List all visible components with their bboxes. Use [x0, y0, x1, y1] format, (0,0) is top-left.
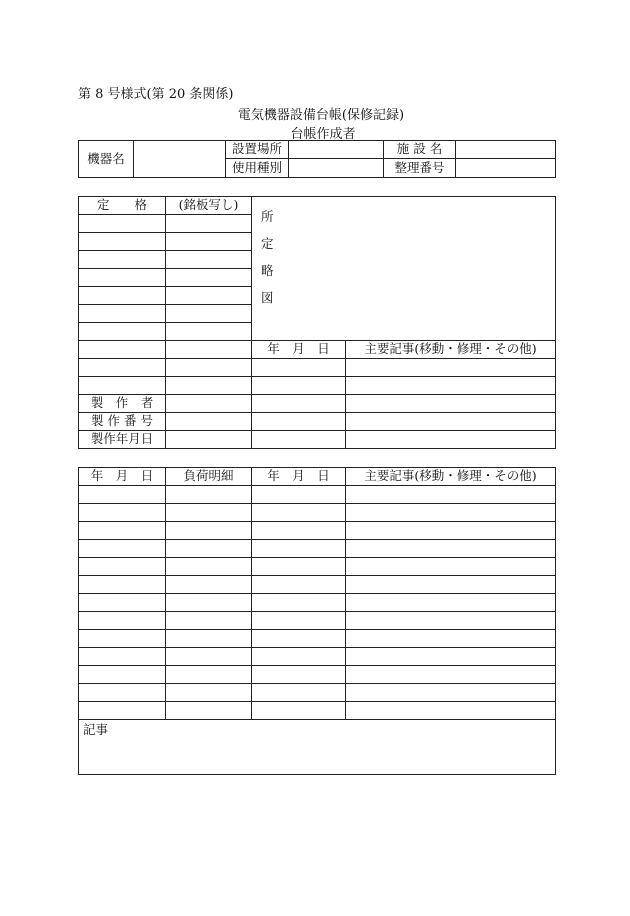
table-cell[interactable]	[346, 558, 556, 576]
table-cell[interactable]	[79, 666, 166, 684]
nameplate-cell[interactable]	[166, 377, 252, 395]
nameplate-cell[interactable]	[166, 359, 252, 377]
table-cell[interactable]	[79, 594, 166, 612]
document-title: 電気機器設備台帳(保修記録)	[237, 108, 405, 123]
serial-number-label: 製 作 番 号	[79, 413, 166, 431]
table-cell[interactable]	[166, 702, 252, 720]
load-detail-header: 負荷明細	[166, 468, 252, 486]
usage-type-label: 使用種別	[226, 159, 289, 178]
sketch-area[interactable]	[252, 197, 556, 341]
notes-cell[interactable]	[346, 395, 556, 413]
date-cell[interactable]	[252, 431, 346, 449]
manufacture-date-field[interactable]	[166, 431, 252, 449]
table-cell[interactable]	[79, 702, 166, 720]
rating-cell[interactable]	[79, 269, 166, 287]
install-location-field[interactable]	[289, 141, 384, 159]
sketch-label-char: 図	[261, 290, 274, 305]
date-header-2: 年 月 日	[252, 468, 346, 486]
table-cell[interactable]	[79, 648, 166, 666]
nameplate-cell[interactable]	[166, 287, 252, 305]
table-cell[interactable]	[252, 522, 346, 540]
date-cell[interactable]	[252, 359, 346, 377]
table-cell[interactable]	[346, 540, 556, 558]
facility-name-label: 施 設 名	[384, 141, 456, 159]
table-cell[interactable]	[346, 630, 556, 648]
table-cell[interactable]	[166, 558, 252, 576]
main-notes-header: 主要記事(移動・修理・その他)	[346, 468, 556, 486]
table-cell[interactable]	[79, 576, 166, 594]
notes-cell[interactable]	[346, 377, 556, 395]
rating-cell[interactable]	[79, 377, 166, 395]
table-cell[interactable]	[252, 486, 346, 504]
date-cell[interactable]	[252, 413, 346, 431]
remarks-label: 記事	[83, 722, 109, 737]
nameplate-cell[interactable]	[166, 233, 252, 251]
table-cell[interactable]	[346, 648, 556, 666]
control-number-field[interactable]	[456, 159, 556, 178]
table-cell[interactable]	[252, 540, 346, 558]
table-cell[interactable]	[166, 648, 252, 666]
table-cell[interactable]	[252, 648, 346, 666]
table-cell[interactable]	[166, 504, 252, 522]
table-cell[interactable]	[252, 576, 346, 594]
table-cell[interactable]	[346, 594, 556, 612]
table-cell[interactable]	[252, 630, 346, 648]
table-cell[interactable]	[252, 504, 346, 522]
serial-number-field[interactable]	[166, 413, 252, 431]
table-cell[interactable]	[252, 558, 346, 576]
control-number-label: 整理番号	[384, 159, 456, 178]
table-cell[interactable]	[346, 576, 556, 594]
sketch-label-char: 定	[261, 236, 274, 251]
date-cell[interactable]	[252, 377, 346, 395]
table-cell[interactable]	[79, 486, 166, 504]
table-cell[interactable]	[166, 594, 252, 612]
rating-cell[interactable]	[79, 341, 166, 359]
table-cell[interactable]	[252, 666, 346, 684]
main-notes-header: 主要記事(移動・修理・その他)	[346, 341, 556, 359]
table-cell[interactable]	[346, 522, 556, 540]
facility-name-field[interactable]	[456, 141, 556, 159]
install-location-label: 設置場所	[226, 141, 289, 159]
table-cell[interactable]	[166, 486, 252, 504]
nameplate-header: (銘板写し)	[166, 197, 252, 215]
remarks-area[interactable]	[79, 720, 556, 775]
table-cell[interactable]	[252, 684, 346, 702]
table-cell[interactable]	[166, 666, 252, 684]
manufacturer-label: 製 作 者	[79, 395, 166, 413]
nameplate-cell[interactable]	[166, 323, 252, 341]
equipment-info-table	[78, 140, 556, 178]
table-cell[interactable]	[79, 522, 166, 540]
spec-table	[78, 196, 556, 449]
table-cell[interactable]	[346, 702, 556, 720]
rating-cell[interactable]	[79, 323, 166, 341]
ledger-creator-label: 台帳作成者	[290, 127, 356, 142]
nameplate-cell[interactable]	[166, 251, 252, 269]
table-cell[interactable]	[166, 684, 252, 702]
notes-cell[interactable]	[346, 359, 556, 377]
table-cell[interactable]	[252, 594, 346, 612]
form-number: 第 8 号様式(第 20 条関係)	[78, 87, 234, 102]
rating-cell[interactable]	[79, 305, 166, 323]
equipment-name-label: 機器名	[79, 141, 134, 178]
manufacturer-field[interactable]	[166, 395, 252, 413]
date-header: 年 月 日	[252, 341, 346, 359]
table-cell[interactable]	[79, 504, 166, 522]
rating-cell[interactable]	[79, 287, 166, 305]
table-cell[interactable]	[252, 612, 346, 630]
rating-cell[interactable]	[79, 251, 166, 269]
table-cell[interactable]	[166, 612, 252, 630]
usage-type-field[interactable]	[289, 159, 384, 178]
table-cell[interactable]	[79, 540, 166, 558]
rating-cell[interactable]	[79, 233, 166, 251]
load-detail-table	[78, 467, 556, 775]
nameplate-cell[interactable]	[166, 305, 252, 323]
sketch-label-char: 略	[261, 263, 274, 278]
table-cell[interactable]	[346, 612, 556, 630]
table-cell[interactable]	[79, 684, 166, 702]
table-cell[interactable]	[166, 540, 252, 558]
notes-cell[interactable]	[346, 431, 556, 449]
table-cell[interactable]	[346, 504, 556, 522]
nameplate-cell[interactable]	[166, 215, 252, 233]
nameplate-cell[interactable]	[166, 269, 252, 287]
table-cell[interactable]	[346, 684, 556, 702]
date-cell[interactable]	[252, 395, 346, 413]
sketch-label-char: 所	[261, 209, 274, 224]
table-cell[interactable]	[166, 522, 252, 540]
rating-cell[interactable]	[79, 215, 166, 233]
table-cell[interactable]	[346, 666, 556, 684]
manufacture-date-label: 製作年月日	[79, 431, 166, 449]
notes-cell[interactable]	[346, 413, 556, 431]
nameplate-cell[interactable]	[166, 341, 252, 359]
rating-cell[interactable]	[79, 359, 166, 377]
table-cell[interactable]	[166, 576, 252, 594]
rating-header: 定 格	[79, 197, 166, 215]
table-cell[interactable]	[79, 558, 166, 576]
table-cell[interactable]	[79, 612, 166, 630]
table-cell[interactable]	[166, 630, 252, 648]
date-header: 年 月 日	[79, 468, 166, 486]
equipment-name-field[interactable]	[134, 141, 226, 178]
table-cell[interactable]	[346, 486, 556, 504]
table-cell[interactable]	[252, 702, 346, 720]
table-cell[interactable]	[79, 630, 166, 648]
